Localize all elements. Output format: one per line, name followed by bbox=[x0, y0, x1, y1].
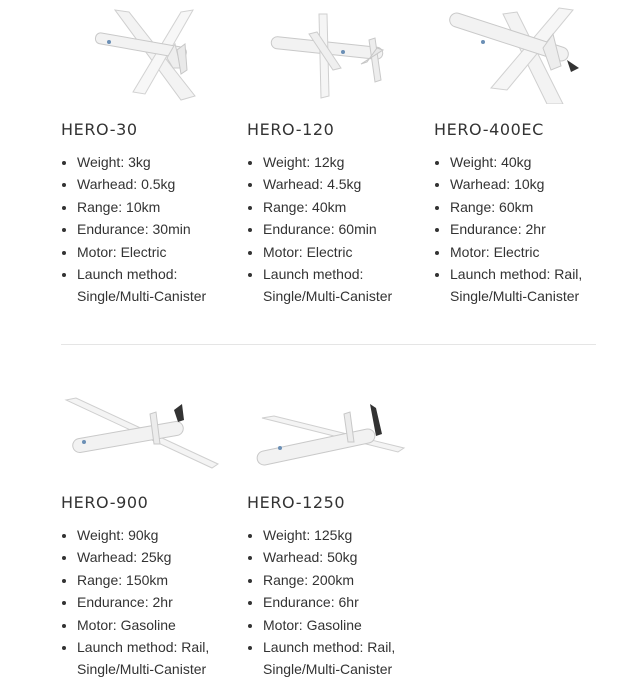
spec-item: • Launch method: Single/Multi-Canister bbox=[263, 263, 433, 308]
spec-item: • Endurance: 30min bbox=[77, 218, 247, 240]
spec-item: • Range: 60km bbox=[450, 196, 620, 218]
spec-item: • Launch method: Rail, Single/Multi-Canister bbox=[77, 636, 247, 681]
hero-120-drone-image bbox=[265, 4, 425, 104]
spec-item: • Warhead: 4.5kg bbox=[263, 173, 433, 195]
product-name: HERO-900 bbox=[61, 493, 149, 512]
product-name: HERO-1250 bbox=[247, 493, 346, 512]
spec-item: • Range: 40km bbox=[263, 196, 433, 218]
product-name: HERO-400EC bbox=[434, 120, 544, 139]
spec-item: • Weight: 125kg bbox=[263, 524, 433, 546]
spec-item: • Endurance: 2hr bbox=[450, 218, 620, 240]
spec-item: • Endurance: 60min bbox=[263, 218, 433, 240]
spec-item: • Motor: Electric bbox=[77, 241, 247, 263]
spec-item: • Launch method: Single/Multi-Canister bbox=[77, 263, 247, 308]
drone-x-wing-icon bbox=[265, 4, 425, 104]
spec-item: • Range: 10km bbox=[77, 196, 247, 218]
spec-item: • Weight: 3kg bbox=[77, 151, 247, 173]
product-name: HERO-120 bbox=[247, 120, 335, 139]
row-divider bbox=[61, 344, 596, 345]
spec-item: • Weight: 90kg bbox=[77, 524, 247, 546]
spec-list bbox=[434, 151, 620, 308]
spec-item: • Weight: 12kg bbox=[263, 151, 433, 173]
hero-400ec-drone-image bbox=[443, 4, 603, 104]
spec-item: • Weight: 40kg bbox=[450, 151, 620, 173]
spec-item: • Motor: Electric bbox=[263, 241, 433, 263]
product-name: HERO-30 bbox=[61, 120, 138, 139]
spec-list bbox=[61, 524, 247, 681]
drone-fixed-wing-icon bbox=[250, 384, 410, 484]
spec-item: • Range: 150km bbox=[77, 569, 247, 591]
spec-item: • Motor: Electric bbox=[450, 241, 620, 263]
spec-list bbox=[61, 151, 247, 308]
spec-item: • Range: 200km bbox=[263, 569, 433, 591]
hero-1250-drone-image bbox=[250, 384, 410, 484]
spec-item: • Warhead: 0.5kg bbox=[77, 173, 247, 195]
spec-item: • Motor: Gasoline bbox=[77, 614, 247, 636]
spec-item: • Endurance: 6hr bbox=[263, 591, 433, 613]
spec-item: • Warhead: 25kg bbox=[77, 546, 247, 568]
spec-item: • Warhead: 10kg bbox=[450, 173, 620, 195]
drone-x-wing-icon bbox=[85, 4, 245, 104]
drone-x-wing-icon bbox=[443, 4, 603, 104]
spec-list bbox=[247, 151, 433, 308]
spec-item: • Endurance: 2hr bbox=[77, 591, 247, 613]
spec-item: • Warhead: 50kg bbox=[263, 546, 433, 568]
drone-fixed-wing-icon bbox=[62, 384, 222, 484]
spec-item: • Motor: Gasoline bbox=[263, 614, 433, 636]
spec-item: • Launch method: Rail, Single/Multi-Canister bbox=[450, 263, 620, 308]
hero-900-drone-image bbox=[62, 384, 222, 484]
spec-item: • Launch method: Rail, Single/Multi-Canister bbox=[263, 636, 433, 681]
spec-list bbox=[247, 524, 433, 681]
hero-30-drone-image bbox=[85, 4, 245, 104]
